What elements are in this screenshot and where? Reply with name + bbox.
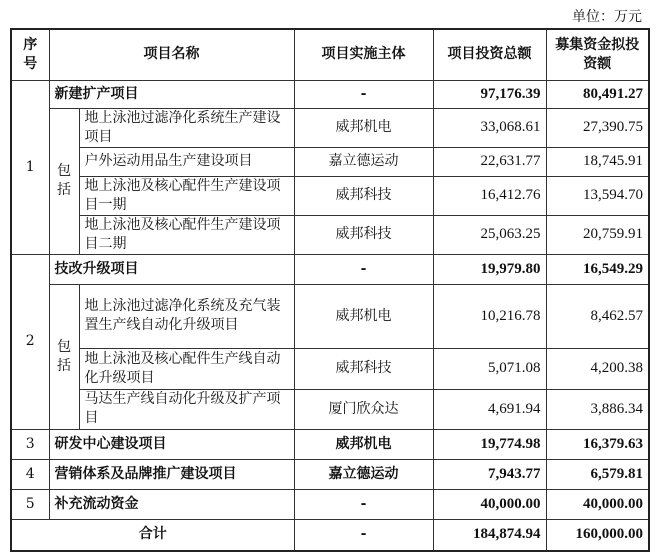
group-row	[11, 80, 649, 108]
table-row	[11, 215, 649, 254]
subject-cell: -	[294, 519, 433, 551]
subject-cell: 威邦机电	[294, 108, 433, 147]
seq-cell: 4	[11, 459, 49, 489]
subject-cell: 嘉立德运动	[294, 459, 433, 489]
raised-cell: 80,491.27	[546, 80, 649, 108]
seq-cell: 5	[11, 489, 49, 519]
subject-cell: 威邦科技	[294, 176, 433, 215]
table-row	[11, 147, 649, 176]
name-cell: 户外运动用品生产建设项目	[79, 147, 294, 176]
header-name: 项目名称	[49, 29, 294, 80]
name-cell: 地上泳池过滤净化系统生产建设项目	[79, 108, 294, 147]
raised-cell: 13,594.70	[546, 176, 649, 215]
total-cell: 33,068.61	[433, 108, 546, 147]
name-cell: 营销体系及品牌推广建设项目	[49, 459, 294, 489]
raised-cell: 6,579.81	[546, 459, 649, 489]
include-cell: 包括	[49, 284, 79, 429]
total-cell: 19,979.80	[433, 254, 546, 284]
seq-cell: 2	[11, 254, 49, 429]
table-row	[11, 284, 649, 348]
header-raised: 募集资金拟投资额	[546, 29, 649, 80]
header-seq: 序号	[11, 29, 49, 80]
raised-cell: 16,549.29	[546, 254, 649, 284]
total-cell: 16,412.76	[433, 176, 546, 215]
subject-cell: 威邦科技	[294, 215, 433, 254]
table-row	[11, 348, 649, 389]
table-row	[11, 429, 649, 459]
total-cell: 184,874.94	[433, 519, 546, 551]
raised-cell: 160,000.00	[546, 519, 649, 551]
total-cell: 22,631.77	[433, 147, 546, 176]
total-cell: 7,943.77	[433, 459, 546, 489]
name-cell: 地上泳池及核心配件生产建设项目二期	[79, 215, 294, 254]
raised-cell: 3,886.34	[546, 389, 649, 429]
name-cell: 马达生产线自动化升级及扩产项目	[79, 389, 294, 429]
table-row	[11, 389, 649, 429]
name-cell: 地上泳池及核心配件生产线自动化升级项目	[79, 348, 294, 389]
name-cell: 补充流动资金	[49, 489, 294, 519]
total-cell: 97,176.39	[433, 80, 546, 108]
subject-cell: 威邦机电	[294, 284, 433, 348]
raised-cell: 18,745.91	[546, 147, 649, 176]
name-cell: 技改升级项目	[49, 254, 294, 284]
header-row	[11, 29, 649, 80]
group-row	[11, 254, 649, 284]
fundraising-projects-table	[10, 28, 650, 552]
header-subject: 项目实施主体	[294, 29, 433, 80]
table-row	[11, 176, 649, 215]
total-cell: 40,000.00	[433, 489, 546, 519]
table-row	[11, 489, 649, 519]
total-cell: 25,063.25	[433, 215, 546, 254]
header-total: 项目投资总额	[433, 29, 546, 80]
subject-cell: -	[294, 254, 433, 284]
total-cell: 4,691.94	[433, 389, 546, 429]
table-row	[11, 108, 649, 147]
subject-cell: 厦门欣众达	[294, 389, 433, 429]
name-cell: 新建扩产项目	[49, 80, 294, 108]
subject-cell: -	[294, 80, 433, 108]
raised-cell: 20,759.91	[546, 215, 649, 254]
seq-cell: 3	[11, 429, 49, 459]
total-cell: 5,071.08	[433, 348, 546, 389]
subject-cell: 威邦机电	[294, 429, 433, 459]
total-cell: 19,774.98	[433, 429, 546, 459]
subject-cell: -	[294, 489, 433, 519]
raised-cell: 27,390.75	[546, 108, 649, 147]
total-label: 合计	[11, 519, 294, 551]
seq-cell: 1	[11, 80, 49, 254]
raised-cell: 40,000.00	[546, 489, 649, 519]
table-row	[11, 459, 649, 489]
name-cell: 地上泳池过滤净化系统及充气装置生产线自动化升级项目	[79, 284, 294, 348]
subject-cell: 嘉立德运动	[294, 147, 433, 176]
subject-cell: 威邦科技	[294, 348, 433, 389]
raised-cell: 8,462.57	[546, 284, 649, 348]
name-cell: 研发中心建设项目	[49, 429, 294, 459]
unit-label: 单位：万元	[572, 9, 642, 25]
name-cell: 地上泳池及核心配件生产建设项目一期	[79, 176, 294, 215]
total-cell: 10,216.78	[433, 284, 546, 348]
include-cell: 包括	[49, 108, 79, 254]
raised-cell: 4,200.38	[546, 348, 649, 389]
total-row	[11, 519, 649, 551]
raised-cell: 16,379.63	[546, 429, 649, 459]
